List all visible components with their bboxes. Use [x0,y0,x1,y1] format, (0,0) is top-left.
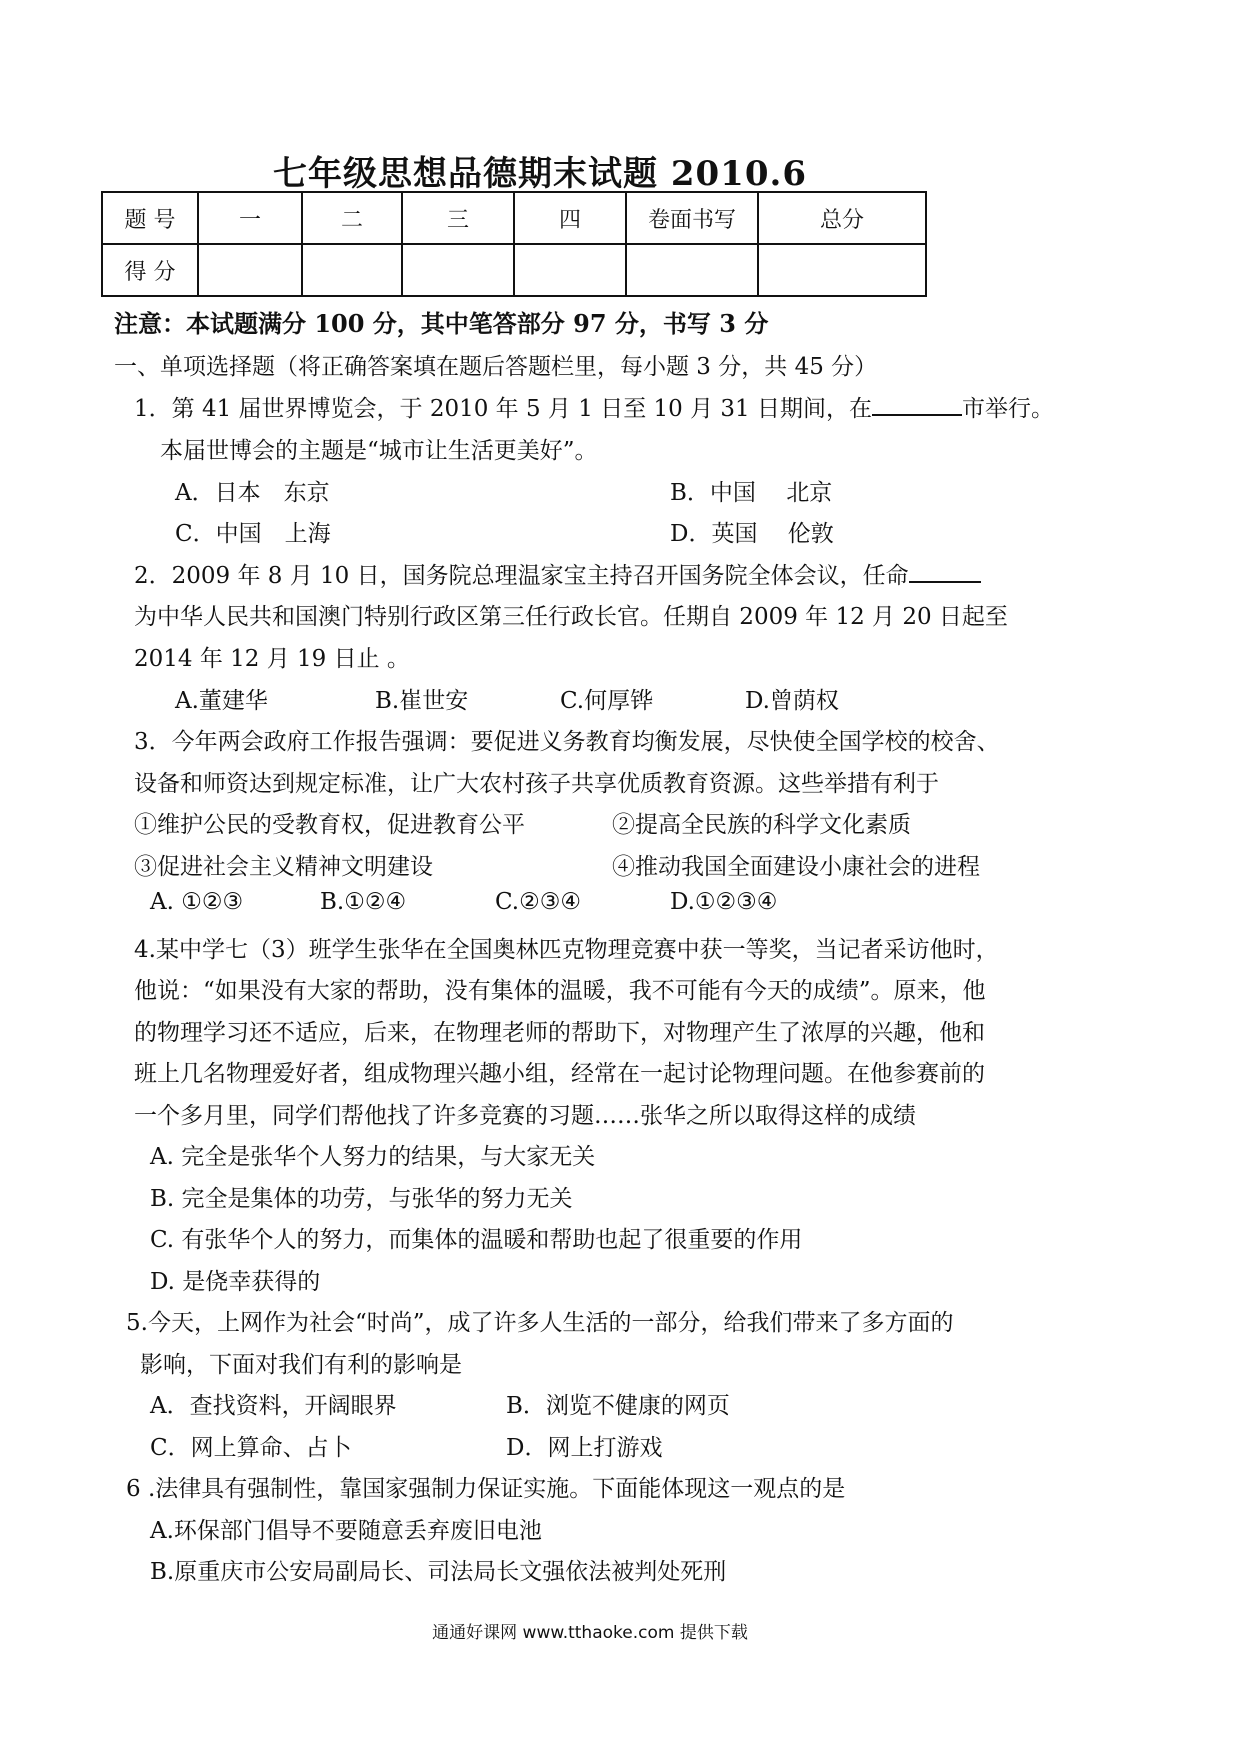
question-5-option-a: A．查找资料，开阔眼界 [150,1393,397,1419]
question-1-option-a: A．日本 东京 [175,480,330,506]
score-cell [402,244,514,296]
score-cell [514,244,626,296]
score-cell [758,244,926,296]
question-5-line: 影响，下面对我们有利的影响是 [140,1352,462,1378]
score-cell [302,244,402,296]
question-3-line: 设备和师资达到规定标准，让广大农村孩子共享优质教育资源。这些举措有利于 [134,771,939,797]
score-table-header-row [102,192,926,244]
question-2-option-c: C.何厚铧 [560,688,654,714]
question-5-option-c: C．网上算命、占卜 [150,1435,352,1461]
question-4-line: 一个多月里，同学们帮他找了许多竞赛的习题……张华之所以取得这样的成绩 [134,1103,916,1129]
question-1-option-d: D．英国 伦敦 [670,521,834,547]
score-header-cell: 卷面书写 [626,192,758,244]
question-5-option-b: B．浏览不健康的网页 [506,1393,730,1419]
question-6-option-a: A.环保部门倡导不要随意丢弃废旧电池 [150,1518,542,1544]
score-header-cell: 二 [302,192,402,244]
question-4-line: 班上几名物理爱好者，组成物理兴趣小组，经常在一起讨论物理问题。在他参赛前的 [134,1061,985,1087]
question-3-item: ①维护公民的受教育权，促进教育公平 [134,812,525,838]
score-table [101,191,927,297]
question-3-line: 3．今年两会政府工作报告强调：要促进义务教育均衡发展，尽快使全国学校的校舍、 [134,729,1000,755]
page-title: 七年级思想品德期末试题 2010.6 [273,154,807,194]
question-4-option-b: B. 完全是集体的功劳，与张华的努力无关 [150,1186,573,1212]
question-2-line [134,557,981,590]
question-3-option-d: D.①②③④ [670,889,778,915]
question-4-line: 的物理学习还不适应，后来，在物理老师的帮助下，对物理产生了浓厚的兴趣，他和 [134,1020,985,1046]
score-table-score-row [102,244,926,296]
score-cell [626,244,758,296]
question-3-option-a: A. ①②③ [150,889,244,915]
question-6-option-b: B.原重庆市公安局副局长、司法局长文强依法被判处死刑 [150,1559,727,1585]
score-cell [198,244,302,296]
question-1-line: 本届世博会的主题是“城市让生活更美好”。 [160,438,598,464]
question-1-line [134,390,1054,423]
question-3-item: ③促进社会主义精神文明建设 [134,854,433,880]
section-heading: 一、单项选择题（将正确答案填在题后答题栏里，每小题 3 分，共 45 分） [114,354,878,380]
page-footer: 通通好课网 www.tthaoke.com 提供下载 [432,1623,748,1643]
score-header-cell: 题 号 [102,192,198,244]
question-1-text: 1．第 41 届世界博览会，于 2010 年 5 月 1 日至 10 月 31 日期间，在 [134,396,872,422]
exam-note: 注意：本试题满分 100 分，其中笔答部分 97 分，书写 3 分 [114,309,769,338]
question-5-option-d: D．网上打游戏 [506,1435,663,1461]
score-header-cell: 总分 [758,192,926,244]
question-3-option-b: B.①②④ [320,889,407,915]
question-3-item: ②提高全民族的科学文化素质 [612,812,911,838]
question-4-line: 他说：“如果没有大家的帮助，没有集体的温暖，我不可能有今天的成绩”。原来，他 [134,978,986,1004]
question-4-option-a: A. 完全是张华个人努力的结果，与大家无关 [150,1144,596,1170]
score-row-label: 得 分 [102,244,198,296]
question-5-line: 5.今天，上网作为社会“时尚”，成了许多人生活的一部分，给我们带来了多方面的 [126,1310,954,1336]
question-4-option-c: C. 有张华个人的努力，而集体的温暖和帮助也起了很重要的作用 [150,1227,803,1253]
score-header-cell: 三 [402,192,514,244]
answer-blank [909,559,981,583]
score-header-cell: 四 [514,192,626,244]
question-2-option-a: A.董建华 [175,688,268,714]
question-1-text-end: 市举行。 [961,396,1054,422]
question-4-option-d: D. 是侥幸获得的 [150,1269,321,1295]
question-4-line: 4.某中学七（3）班学生张华在全国奥林匹克物理竞赛中获一等奖，当记者采访他时， [134,937,999,963]
score-header-cell: 一 [198,192,302,244]
question-2-line: 为中华人民共和国澳门特别行政区第三任行政长官。任期自 2009 年 12 月 20 日起至 [134,604,1008,630]
question-2-option-b: B.崔世安 [375,688,469,714]
question-2-text: 2．2009 年 8 月 10 日，国务院总理温家宝主持召开国务院全体会议，任命 [134,563,909,589]
question-2-option-d: D.曾荫权 [745,688,839,714]
question-3-item: ④推动我国全面建设小康社会的进程 [612,854,980,880]
question-2-line: 2014 年 12 月 19 日止 。 [134,646,410,672]
question-1-option-b: B．中国 北京 [670,480,833,506]
answer-blank [872,392,962,416]
question-3-option-c: C.②③④ [495,889,581,915]
question-6-line: 6 .法律具有强制性，靠国家强制力保证实施。下面能体现这一观点的是 [126,1476,846,1502]
question-1-option-c: C．中国 上海 [175,521,331,547]
